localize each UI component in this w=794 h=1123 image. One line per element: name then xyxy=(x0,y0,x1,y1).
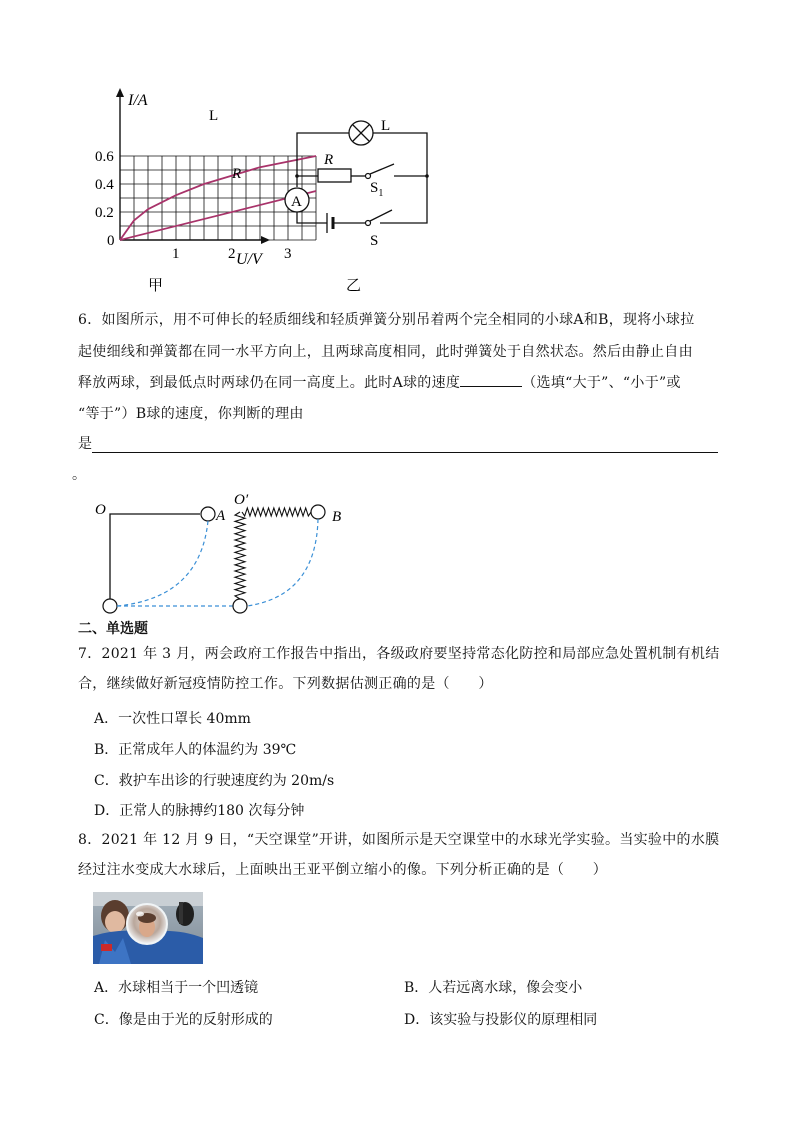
graph-caption: 甲 xyxy=(148,278,164,294)
section-title: 二、单选题 xyxy=(78,621,148,637)
q8-line-1: 8．2021 年 12 月 9 日，“天空课堂”开讲，如图所示是天空课堂中的水球光学实验。当实验中的水膜 xyxy=(78,832,720,848)
q8-line-2: 经过注水变成大水球后，上面映出王亚平倒立缩小的像。下列分析正确的是（ ） xyxy=(78,862,608,878)
switch-s1-label: $S_1$ xyxy=(370,180,384,199)
water-ball-photo xyxy=(93,892,203,964)
iu-graph xyxy=(90,80,290,295)
x-tick-label: 1 xyxy=(172,246,180,262)
ball-b-start xyxy=(311,505,325,519)
ammeter-label: A xyxy=(291,194,302,210)
resistor-label: R xyxy=(324,152,334,168)
q7-option-b[interactable]: B．正常成年人的体温约为 39℃ xyxy=(94,742,297,758)
pendulum-spring-figure xyxy=(90,488,350,618)
q7-line-1: 7．2021 年 3 月，两会政府工作报告中指出，各级政府要坚持常态化防控和局部应急处置机制有机结 xyxy=(78,646,720,662)
label-o: O xyxy=(95,502,106,518)
q7-option-a[interactable]: A．一次性口罩长 40mm xyxy=(94,711,251,727)
y-tick-label: 0 xyxy=(107,233,115,249)
q6-line-5: 是 xyxy=(78,436,93,452)
circuit-diagram xyxy=(280,112,440,297)
spring-horizontal-icon xyxy=(242,508,311,516)
lamp-icon xyxy=(349,121,373,145)
q6-answer-blank-speed[interactable] xyxy=(460,372,522,387)
q6-line-4: “等于”）B球的速度，你判断的理由 xyxy=(78,406,304,422)
curve-l-label: L xyxy=(209,108,219,124)
label-b: B xyxy=(332,509,342,525)
q7-option-d[interactable]: D．正常人的脉搏约180 次每分钟 xyxy=(94,803,305,819)
q6-line-1 xyxy=(78,306,695,334)
ball-b-bottom xyxy=(233,599,247,613)
q8-option-d[interactable]: D．该实验与投影仪的原理相同 xyxy=(404,1012,598,1028)
q6-line-3 xyxy=(78,369,681,397)
x-tick-label: 2 xyxy=(228,246,236,262)
q6-line-2: 起使细线和弹簧都在同一水平方向上，且两球高度相同，此时弹簧处于自然状态。然后由静止自由 xyxy=(78,344,693,360)
label-o-prime: O′ xyxy=(234,492,249,508)
switch-s-label: S xyxy=(370,233,379,249)
circuit-caption: 乙 xyxy=(346,278,362,294)
label-a: A xyxy=(216,508,226,524)
q7-line-2: 合，继续做好新冠疫情防控工作。下列数据估测正确的是（ ） xyxy=(78,676,493,692)
q6-line-6: 。 xyxy=(72,467,87,483)
q7-option-c[interactable]: C．救护车出诊的行驶速度约为 20m/s xyxy=(94,773,335,789)
q8-option-c[interactable]: C．像是由于光的反射形成的 xyxy=(94,1012,273,1028)
q6-text-3a: 释放两球，到最低点时两球仍在同一高度上。此时A球的速度 xyxy=(78,375,461,391)
ball-a-start xyxy=(201,507,215,521)
switch-s1-icon xyxy=(366,164,395,179)
ball-a-bottom xyxy=(103,599,117,613)
y-tick-label: 0.4 xyxy=(95,177,114,193)
lamp-label: L xyxy=(381,118,391,134)
curve-r-label: R xyxy=(232,166,242,182)
y-tick-label: 0.6 xyxy=(95,149,114,165)
q8-option-b[interactable]: B．人若远离水球，像会变小 xyxy=(404,980,583,996)
q6-text-1: 如图所示，用不可伸长的轻质细线和轻质弹簧分别吊着两个完全相同的小球A和B，现将小球拉 xyxy=(101,312,695,328)
graph-axes xyxy=(116,88,270,244)
battery-icon xyxy=(327,213,333,233)
x-axis-label: U/V xyxy=(236,251,262,268)
y-axis-label: I/A xyxy=(128,92,148,109)
resistor-icon xyxy=(318,169,351,182)
spring-vertical-icon xyxy=(235,512,245,599)
y-tick-label: 0.2 xyxy=(95,205,114,221)
q8-option-a[interactable]: A．水球相当于一个凹透镜 xyxy=(94,980,259,996)
q6-number: 6． xyxy=(78,312,102,328)
x-tick-label: 3 xyxy=(284,246,292,262)
q6-answer-blank-reason[interactable] xyxy=(92,452,718,453)
q6-text-3b: （选填“大于”、“小于”或 xyxy=(522,375,681,391)
